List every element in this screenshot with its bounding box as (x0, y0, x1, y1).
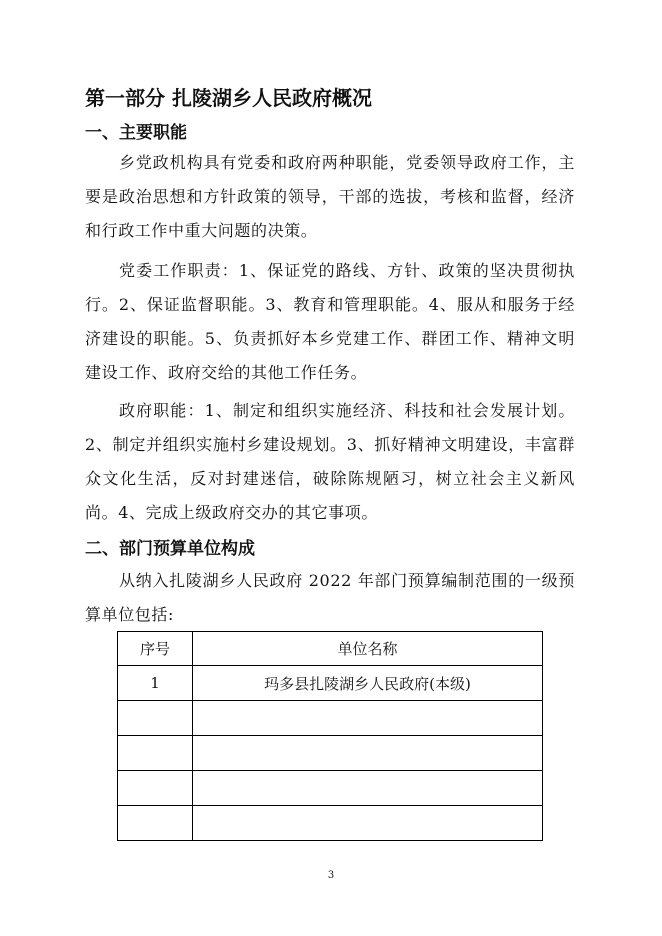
table-row (118, 666, 543, 701)
table-cell: 1 (118, 666, 193, 701)
table-cell: 玛多县扎陵湖乡人民政府(本级) (193, 666, 543, 701)
table-cell (118, 701, 193, 736)
section-heading-main-functions: 一、主要职能 (85, 123, 187, 143)
table-cell (193, 701, 543, 736)
table-row (118, 771, 543, 806)
table-row (118, 701, 543, 736)
table-cell (193, 806, 543, 841)
page-number: 3 (327, 870, 335, 881)
table-cell (118, 736, 193, 771)
table-header-cell: 序号 (118, 632, 193, 666)
paragraph-government-functions: 政府职能：1、制定和组织实施经济、科技和社会发展计划。2、制定并组织实施村乡建设规划。3、抓好精神文明建设，丰富群众文化生活，反对封建迷信，破除陈规陋习，树立社会主义新风尚。4、完成上级政府交办的其它事项。 (85, 401, 575, 522)
table-header-row (118, 632, 543, 666)
page-title: 第一部分 扎陵湖乡人民政府概况 (85, 86, 372, 110)
paragraph-overview: 乡党政机构具有党委和政府两种职能，党委领导政府工作，主要是政治思想和方针政策的领导，干部的选拔，考核和监督，经济和行政工作中重大问题的决策。 (85, 153, 575, 240)
paragraph-budget-intro: 从纳入扎陵湖乡人民政府 2022 年部门预算编制范围的一级预算单位包括: (85, 571, 575, 624)
table-row (118, 736, 543, 771)
table-row (118, 806, 543, 841)
table-header-cell: 单位名称 (193, 632, 543, 666)
table-cell (193, 771, 543, 806)
paragraph-party-duties: 党委工作职责：1、保证党的路线、方针、政策的坚决贯彻执行。2、保证监督职能。3、教育和管理职能。4、服从和服务于经济建设的职能。5、负责抓好本乡党建工作、群团工作、精神文明建设工作、政府交给的其他工作任务。 (85, 261, 575, 382)
table-cell (193, 736, 543, 771)
table-cell (118, 771, 193, 806)
section-heading-budget-units: 二、部门预算单位构成 (85, 539, 255, 559)
budget-unit-table (117, 631, 543, 841)
table-cell (118, 806, 193, 841)
